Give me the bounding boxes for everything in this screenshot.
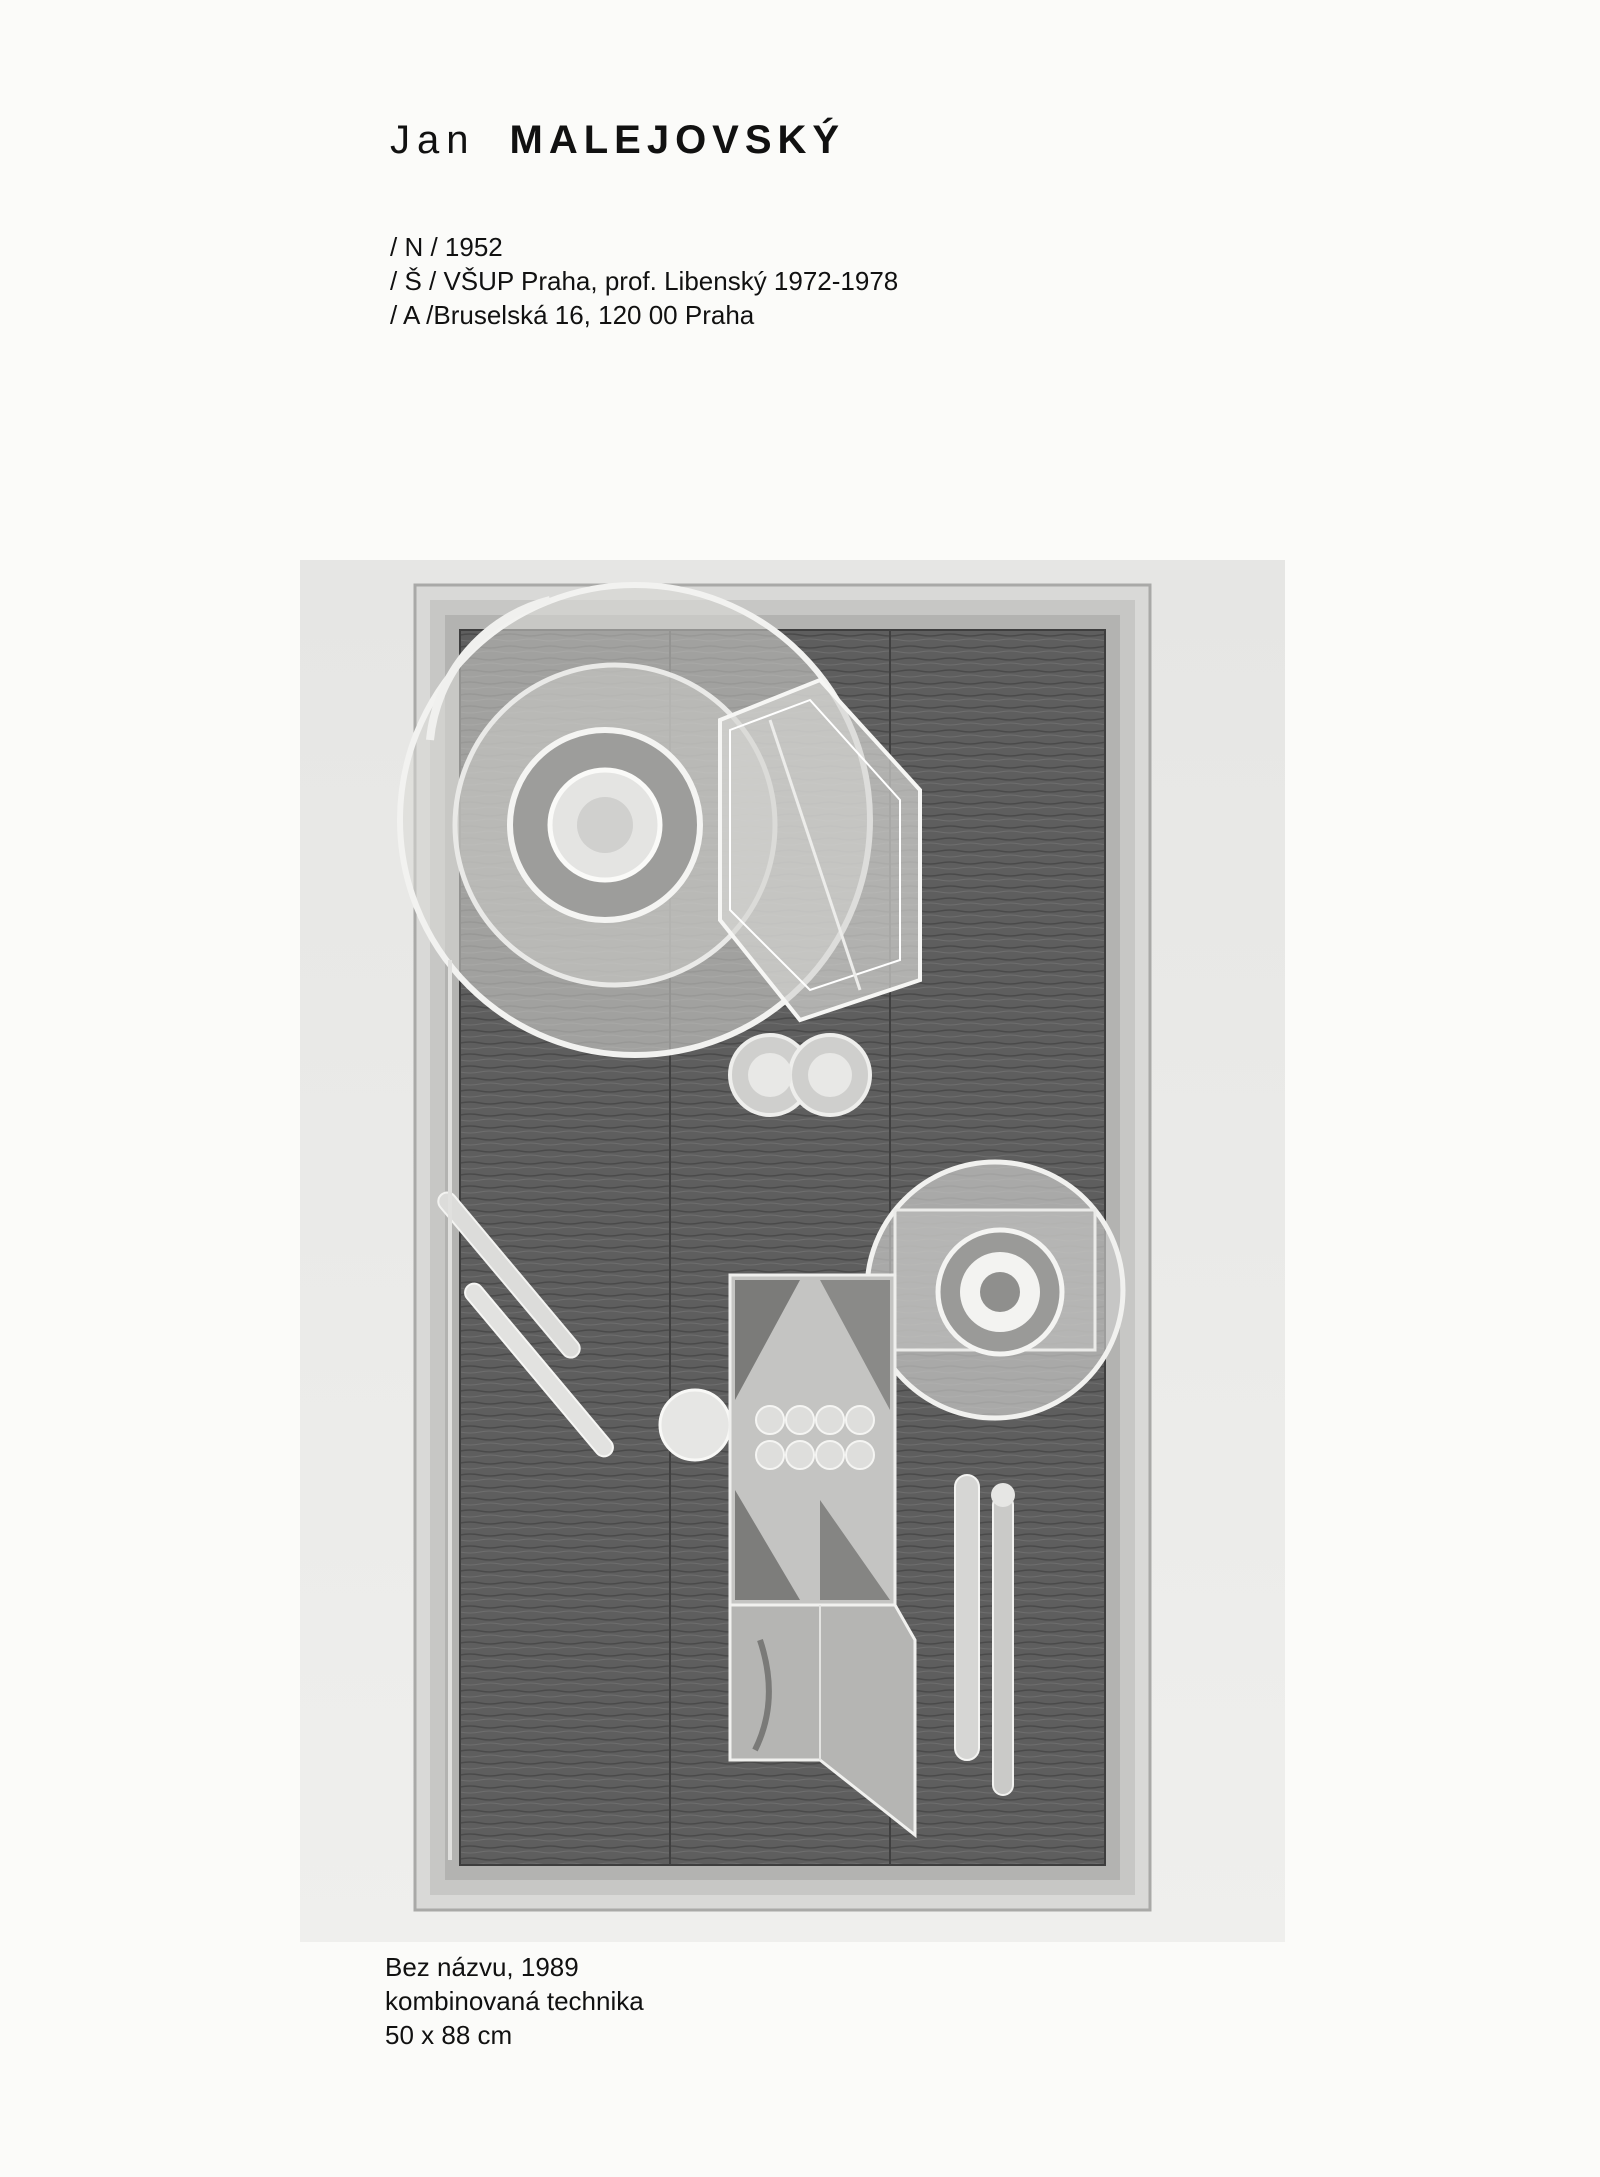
page-title [390, 118, 845, 163]
caption-title-year: Bez názvu, 1989 [385, 1952, 579, 1982]
artist-first-name: Jan [390, 118, 476, 162]
artist-bio [390, 230, 898, 332]
bio-school-line: / Š / VŠUP Praha, prof. Libenský 1972-1978 [390, 266, 899, 296]
caption-dimensions: 50 x 88 cm [385, 2020, 513, 2050]
bio-address-line: / A /Bruselská 16, 120 00 Praha [390, 300, 755, 330]
artwork-caption [385, 1950, 644, 2052]
reverse-page-bleed [1070, 120, 1082, 150]
artwork-illustration [300, 560, 1285, 1942]
artist-surname: MALEJOVSKÝ [509, 118, 846, 162]
caption-technique: kombinovaná technika [385, 1986, 644, 2016]
artwork-photo [300, 560, 1285, 1942]
bio-birth-line: / N / 1952 [390, 232, 503, 262]
